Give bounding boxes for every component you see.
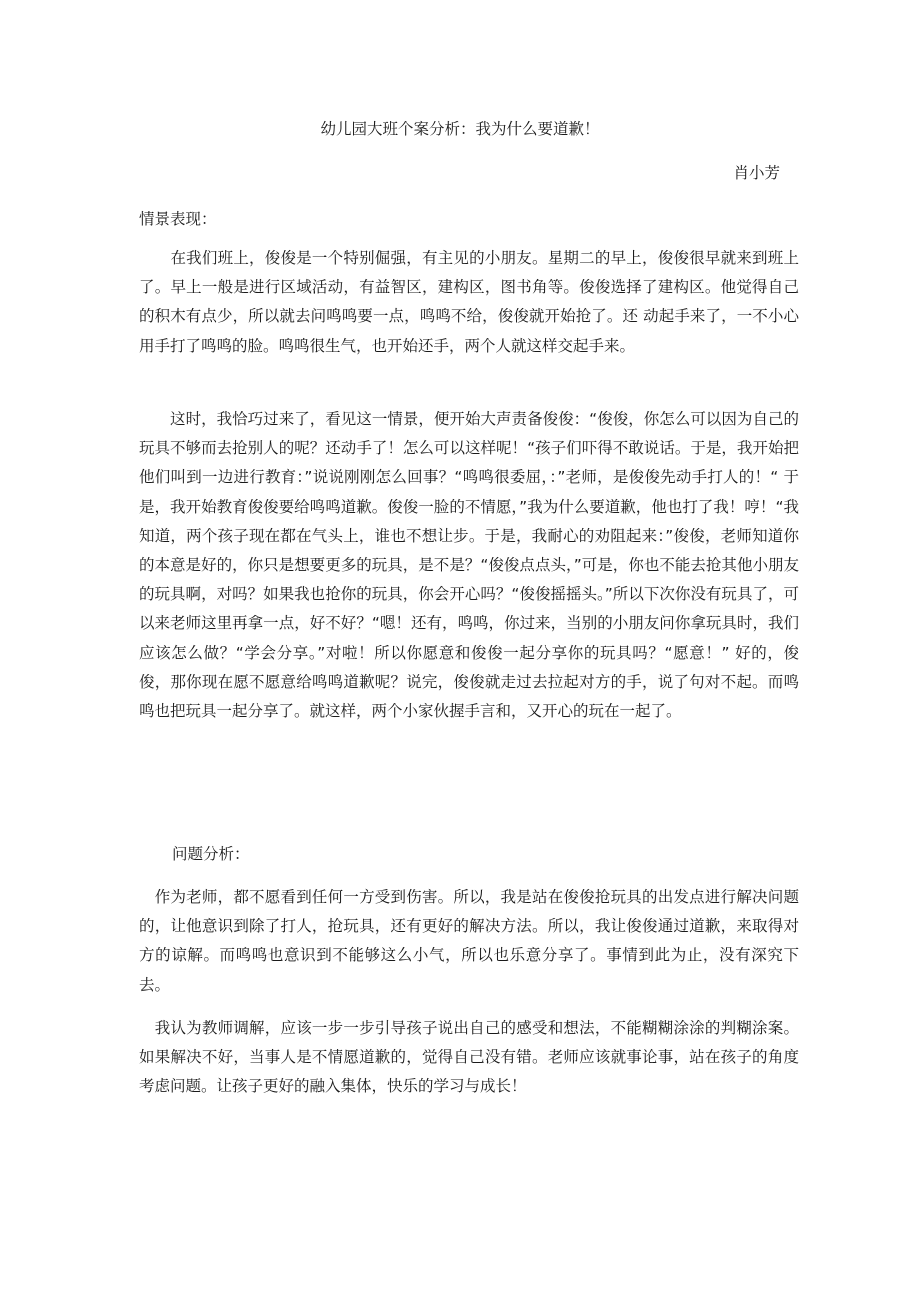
document-title: 幼儿园大班个案分析：我为什么要道歉！: [320, 120, 600, 138]
document-author: 肖小芳: [733, 164, 780, 182]
paragraph-scenario-1: 在我们班上，俊俊是一个特别倔强，有主见的小朋友。星期二的早上，俊俊很早就来到班上了。早上一般是进行区域活动，有益智区，建构区，图书角等。俊俊选择了建构区。他觉得自己的积木有点少，所以就去问鸣鸣要一点，鸣鸣不给，俊俊就开始抢了。还 动起手来了，一不小心用手打了鸣鸣的脸。鸣鸣很生气，也开始还手，两个人就这样交起手来。: [139, 249, 799, 355]
paragraph-scenario-2: 这时，我恰巧过来了，看见这一情景，便开始大声责备俊俊：“俊俊，你怎么可以因为自己的玩具不够而去抢别人的呢？还动手了！怎么可以这样呢！“孩子们吓得不敢说话。于是，我开始把他们叫到一边进行教育：”说说刚刚怎么回事？“鸣鸣很委屈，：”老师，是俊俊先动手打人的！“ 于是，我开始教育俊俊要给鸣鸣道歉。俊俊一脸的不情愿，”我为什么要道歉，他也打了我！哼！“我知道，两个孩子现在都在气头上，谁也不想让步。于是，我耐心的劝阻起来：”俊俊，老师知道你的本意是好的，你只是想要更多的玩具，是不是？“俊俊点点头，”可是，你也不能去抢其他小朋友的玩具啊，对吗？如果我也抢你的玩具，你会开心吗？“俊俊摇摇头。”所以下次你没有玩具了，可以来老师这里再拿一点，好不好？“嗯！还有，鸣鸣，你过来，当别的小朋友问你拿玩具时，我们应该怎么做？“学会分享。”对啦！所以你愿意和俊俊一起分享你的玩具吗？“愿意！” 好的，俊俊，那你现在愿不愿意给鸣鸣道歉呢？说完，俊俊就走过去拉起对方的手，说了句对不起。而鸣鸣也把玩具一起分享了。就这样，两个小家伙握手言和，又开心的玩在一起了。: [139, 410, 799, 721]
paragraph-analysis-1: 作为老师，都不愿看到任何一方受到伤害。所以，我是站在俊俊抢玩具的出发点进行解决问题的，让他意识到除了打人，抢玩具，还有更好的解决方法。所以，我让俊俊通过道歉，来取得对方的谅解。而鸣鸣也意识到不能够这么小气，所以也乐意分享了。事情到此为止，没有深究下去。: [139, 888, 799, 994]
section-heading-analysis: 问题分析：: [172, 845, 250, 863]
paragraph-analysis-2: 我认为教师调解，应该一步一步引导孩子说出自己的感受和想法，不能糊糊涂涂的判糊涂案。如果解决不好，当事人是不情愿道歉的，觉得自己没有错。老师应该就事论事，站在孩子的角度考虑问题。让孩子更好的融入集体，快乐的学习与成长！: [139, 1019, 799, 1096]
section-heading-scenario: 情景表现：: [139, 210, 217, 228]
